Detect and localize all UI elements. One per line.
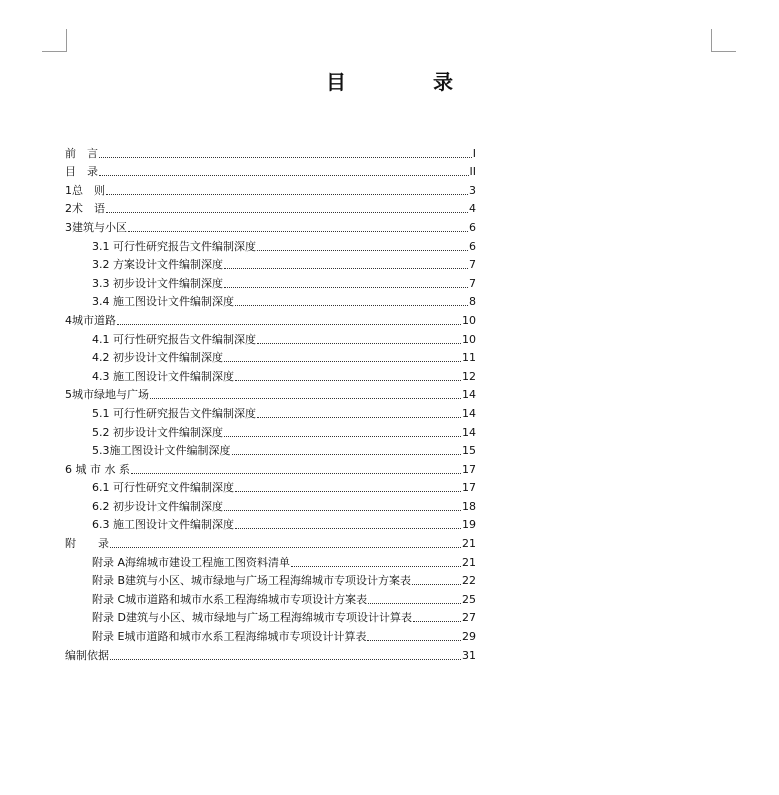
toc-entry[interactable] [65, 495, 476, 514]
toc-entry-title: 6 城 市 水 系 [65, 462, 130, 476]
toc-entry-title: 2术 语 [65, 202, 105, 216]
toc-entry[interactable] [65, 272, 476, 291]
toc-entry-title: 3.3 初步设计文件编制深度 [92, 276, 223, 290]
toc-leader-dots [99, 157, 472, 158]
toc-leader-dots [106, 212, 468, 213]
toc-entry-page-number: 3 [469, 183, 476, 197]
toc-entry-page-number: 10 [462, 313, 476, 327]
toc-entry-title: 编制依据 [65, 648, 109, 662]
toc-leader-dots [257, 417, 461, 418]
toc-leader-dots [99, 175, 469, 176]
toc-entry-page-number: 14 [462, 388, 476, 402]
toc-leader-dots [235, 380, 461, 381]
toc-entry-page-number: 15 [462, 444, 476, 458]
toc-leader-dots [224, 268, 468, 269]
toc-entry[interactable] [65, 309, 476, 328]
toc-entry-page-number: 7 [469, 258, 476, 272]
toc-entry-page-number: 8 [469, 295, 476, 309]
toc-entry[interactable] [65, 532, 476, 551]
toc-entry[interactable] [65, 198, 476, 217]
toc-entry-page-number: 6 [469, 239, 476, 253]
toc-entry[interactable] [65, 142, 476, 161]
toc-entry[interactable] [65, 458, 476, 477]
toc-entry[interactable] [65, 235, 476, 254]
toc-entry-title: 6.1 可行性研究文件编制深度 [92, 481, 234, 495]
toc-entry[interactable] [65, 347, 476, 366]
toc-entry-page-number: 29 [462, 630, 476, 644]
toc-entry-page-number: 22 [462, 574, 476, 588]
toc-entry-title: 5城市绿地与广场 [65, 388, 149, 402]
toc-entry[interactable] [65, 477, 476, 496]
toc-entry-page-number: 21 [462, 555, 476, 569]
toc-entry-title: 4城市道路 [65, 313, 116, 327]
toc-entry-title: 6.2 初步设计文件编制深度 [92, 499, 223, 513]
toc-entry-page-number: 14 [462, 425, 476, 439]
toc-entry[interactable] [65, 402, 476, 421]
toc-entry-title: 3.4 施工图设计文件编制深度 [92, 295, 234, 309]
toc-entry-title: 目 录 [65, 165, 98, 179]
toc-entry-page-number: 17 [462, 462, 476, 476]
toc-entry-page-number: 19 [462, 518, 476, 532]
toc-entry-page-number: 11 [462, 351, 476, 365]
toc-entry-page-number: I [472, 146, 476, 160]
toc-entry-title: 6.3 施工图设计文件编制深度 [92, 518, 234, 532]
toc-entry-page-number: 31 [462, 648, 476, 662]
toc-entry-page-number: 17 [462, 481, 476, 495]
toc-leader-dots [291, 566, 461, 567]
toc-entry-title: 3.2 方案设计文件编制深度 [92, 258, 223, 272]
toc-entry[interactable] [65, 625, 476, 644]
crop-mark-top-left [42, 29, 67, 52]
toc-leader-dots [367, 640, 461, 641]
toc-leader-dots [224, 436, 461, 437]
toc-leader-dots [224, 287, 468, 288]
toc-entry-title: 附录 A海绵城市建设工程施工图资料清单 [92, 555, 291, 569]
toc-leader-dots [150, 398, 461, 399]
toc-entry-title: 4.3 施工图设计文件编制深度 [92, 369, 234, 383]
page-title: 目 录 [326, 70, 493, 94]
toc-entry[interactable] [65, 328, 476, 347]
toc-leader-dots [110, 547, 461, 548]
table-of-contents [65, 142, 476, 663]
toc-entry[interactable] [65, 421, 476, 440]
toc-entry-title: 5.1 可行性研究报告文件编制深度 [92, 406, 256, 420]
toc-entry-page-number: 25 [462, 592, 476, 606]
toc-entry-page-number: 12 [462, 369, 476, 383]
toc-entry[interactable] [65, 514, 476, 533]
toc-entry[interactable] [65, 216, 476, 235]
toc-entry-page-number: 27 [462, 611, 476, 625]
toc-leader-dots [106, 194, 468, 195]
toc-entry-page-number: 10 [462, 332, 476, 346]
toc-entry[interactable] [65, 607, 476, 626]
toc-leader-dots [128, 231, 468, 232]
toc-entry-page-number: 7 [469, 276, 476, 290]
toc-leader-dots [235, 305, 468, 306]
toc-entry-title: 5.2 初步设计文件编制深度 [92, 425, 223, 439]
toc-leader-dots [110, 659, 461, 660]
toc-leader-dots [224, 510, 461, 511]
toc-entry[interactable] [65, 291, 476, 310]
toc-entry-title: 3.1 可行性研究报告文件编制深度 [92, 239, 256, 253]
toc-entry-page-number: 6 [469, 220, 476, 234]
toc-leader-dots [413, 621, 461, 622]
toc-leader-dots [235, 491, 461, 492]
toc-leader-dots [117, 324, 461, 325]
toc-entry[interactable] [65, 551, 476, 570]
toc-entry[interactable] [65, 588, 476, 607]
toc-entry-title: 附录 D建筑与小区、城市绿地与广场工程海绵城市专项设计计算表 [92, 611, 412, 625]
toc-entry-title: 5.3施工图设计文件编制深度 [92, 444, 231, 458]
crop-mark-top-right [711, 29, 736, 52]
toc-entry-page-number: II [469, 165, 476, 179]
toc-entry-title: 4.1 可行性研究报告文件编制深度 [92, 332, 256, 346]
toc-entry-title: 附录 B建筑与小区、城市绿地与广场工程海绵城市专项设计方案表 [92, 574, 412, 588]
toc-leader-dots [412, 584, 461, 585]
toc-leader-dots [257, 343, 461, 344]
toc-entry-title: 附 录 [65, 537, 109, 551]
toc-entry-title: 前 言 [65, 146, 98, 160]
toc-entry[interactable] [65, 440, 476, 459]
toc-entry-title: 4.2 初步设计文件编制深度 [92, 351, 223, 365]
toc-entry[interactable] [65, 161, 476, 180]
toc-leader-dots [131, 473, 461, 474]
toc-entry[interactable] [65, 644, 476, 663]
toc-entry-page-number: 14 [462, 406, 476, 420]
toc-leader-dots [257, 250, 468, 251]
toc-leader-dots [224, 361, 461, 362]
toc-entry-title: 附录 C城市道路和城市水系工程海绵城市专项设计方案表 [92, 592, 368, 606]
toc-entry[interactable] [65, 254, 476, 273]
toc-entry-title: 1总 则 [65, 183, 105, 197]
toc-leader-dots [368, 603, 461, 604]
toc-entry[interactable] [65, 179, 476, 198]
toc-entry-page-number: 4 [469, 202, 476, 216]
toc-entry-page-number: 21 [462, 537, 476, 551]
toc-entry[interactable] [65, 570, 476, 589]
toc-leader-dots [235, 528, 461, 529]
toc-entry-page-number: 18 [462, 499, 476, 513]
toc-entry-title: 3建筑与小区 [65, 220, 127, 234]
toc-leader-dots [232, 454, 462, 455]
toc-entry[interactable] [65, 384, 476, 403]
toc-entry-title: 附录 E城市道路和城市水系工程海绵城市专项设计计算表 [92, 630, 367, 644]
toc-entry[interactable] [65, 365, 476, 384]
